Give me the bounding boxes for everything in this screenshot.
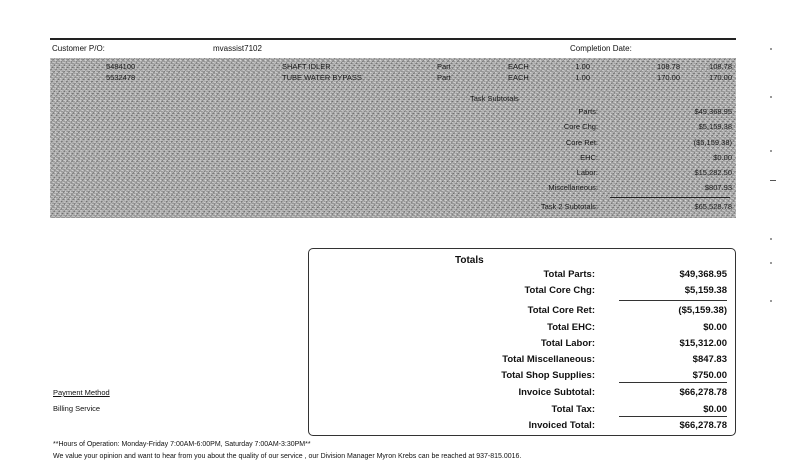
totals-row-label: Invoice Subtotal: bbox=[518, 387, 595, 398]
scan-mark bbox=[770, 48, 772, 50]
totals-row-label: Total Parts: bbox=[543, 269, 595, 280]
totals-row bbox=[309, 338, 735, 354]
task-subtotal-label: Core Chg: bbox=[563, 122, 598, 131]
totals-row bbox=[309, 354, 735, 370]
line-item-price: 108.78 bbox=[657, 62, 680, 71]
task-subtotal-value: $49,368.95 bbox=[694, 107, 732, 116]
customer-po-label: Customer P/O: bbox=[52, 44, 105, 53]
totals-row-value: $0.00 bbox=[703, 322, 727, 333]
totals-row bbox=[309, 269, 735, 285]
scan-mark bbox=[770, 96, 772, 98]
line-item-part-no: 5532478 bbox=[106, 73, 136, 82]
task-subtotal-value: $0.00 bbox=[713, 153, 732, 162]
line-item-amount: 170.00 bbox=[709, 73, 732, 82]
totals-row-value: ($5,159.38) bbox=[678, 305, 727, 316]
totals-row-label: Total Core Ret: bbox=[527, 305, 595, 316]
totals-row-label: Total EHC: bbox=[547, 322, 595, 333]
payment-method-label: Payment Method bbox=[53, 388, 110, 397]
line-item-description: TUBE WATER BYPASS bbox=[282, 73, 362, 82]
totals-row-label: Total Labor: bbox=[540, 338, 595, 349]
scan-mark bbox=[770, 262, 772, 264]
totals-panel bbox=[308, 248, 736, 436]
line-item-qty: 1.00 bbox=[575, 73, 590, 82]
totals-row-label: Invoiced Total: bbox=[528, 420, 595, 431]
task-subtotal-label: Parts: bbox=[578, 107, 598, 116]
totals-row-value: $847.83 bbox=[692, 354, 727, 365]
totals-row bbox=[309, 305, 735, 321]
totals-row-label: Total Core Chg: bbox=[524, 285, 595, 296]
task-subtotal-label: Miscellaneous: bbox=[548, 183, 598, 192]
totals-row bbox=[309, 404, 735, 420]
line-item-amount: 108.78 bbox=[709, 62, 732, 71]
totals-row-value: $49,368.95 bbox=[679, 269, 727, 280]
line-item-type: Part bbox=[437, 73, 451, 82]
totals-row bbox=[309, 387, 735, 403]
line-item-unit: EACH bbox=[508, 73, 529, 82]
invoice-header-row bbox=[50, 38, 736, 59]
feedback-notice: We value your opinion and want to hear from you about the quality of our service , our Division Manager Myron Krebs can be reached at 937-815.0016. bbox=[53, 453, 522, 460]
task-subtotals-heading: Task Subtotals bbox=[470, 94, 519, 103]
scan-mark bbox=[770, 300, 772, 302]
payment-method-value: Billing Service bbox=[53, 404, 101, 413]
line-item-unit: EACH bbox=[508, 62, 529, 71]
hours-of-operation: **Hours of Operation: Monday-Friday 7:00AM-6:00PM, Saturday 7:00AM-3:30PM** bbox=[53, 441, 311, 448]
totals-row bbox=[309, 370, 735, 386]
task-subtotal-value: ($5,159.38) bbox=[693, 138, 732, 147]
scan-mark bbox=[770, 238, 772, 240]
customer-po-value: mvassist7102 bbox=[213, 44, 262, 53]
totals-row-value: $15,312.00 bbox=[679, 338, 727, 349]
task-subtotal-label: Core Ret: bbox=[565, 138, 598, 147]
task-subtotal-value: $807.93 bbox=[704, 183, 732, 192]
totals-divider bbox=[619, 300, 727, 301]
task-total-value: $65,528.78 bbox=[694, 202, 732, 211]
totals-row-value: $5,159.38 bbox=[684, 285, 727, 296]
line-item-type: Part bbox=[437, 62, 451, 71]
totals-title: Totals bbox=[455, 255, 484, 266]
scan-mark bbox=[770, 150, 772, 152]
task-subtotal-value: $5,159.38 bbox=[698, 122, 732, 131]
totals-row-value: $0.00 bbox=[619, 404, 727, 417]
completion-date-label: Completion Date: bbox=[570, 44, 632, 53]
line-item-price: 170.00 bbox=[657, 73, 680, 82]
task-subtotal-value: $15,282.50 bbox=[694, 168, 732, 177]
task-subtotal-label: EHC: bbox=[580, 153, 598, 162]
totals-row bbox=[309, 322, 735, 338]
line-item-description: SHAFT IDLER bbox=[282, 62, 331, 71]
totals-row-label: Total Tax: bbox=[551, 404, 595, 415]
totals-row bbox=[309, 285, 735, 301]
totals-row-value: $66,278.78 bbox=[679, 387, 727, 398]
task-subtotal-label: Labor: bbox=[576, 168, 598, 177]
task-subtotal-divider bbox=[610, 197, 730, 198]
totals-row bbox=[309, 420, 735, 436]
line-item-part-no: 5484100 bbox=[106, 62, 136, 71]
totals-row-value: $66,278.78 bbox=[679, 420, 727, 431]
totals-row-label: Total Shop Supplies: bbox=[501, 370, 595, 381]
line-items-section bbox=[50, 58, 736, 218]
task-total-label: Task 2 Subtotals: bbox=[540, 202, 598, 211]
line-item-qty: 1.00 bbox=[575, 62, 590, 71]
totals-row-value: $750.00 bbox=[619, 370, 727, 383]
totals-row-label: Total Miscellaneous: bbox=[502, 354, 595, 365]
scan-mark bbox=[770, 180, 776, 181]
